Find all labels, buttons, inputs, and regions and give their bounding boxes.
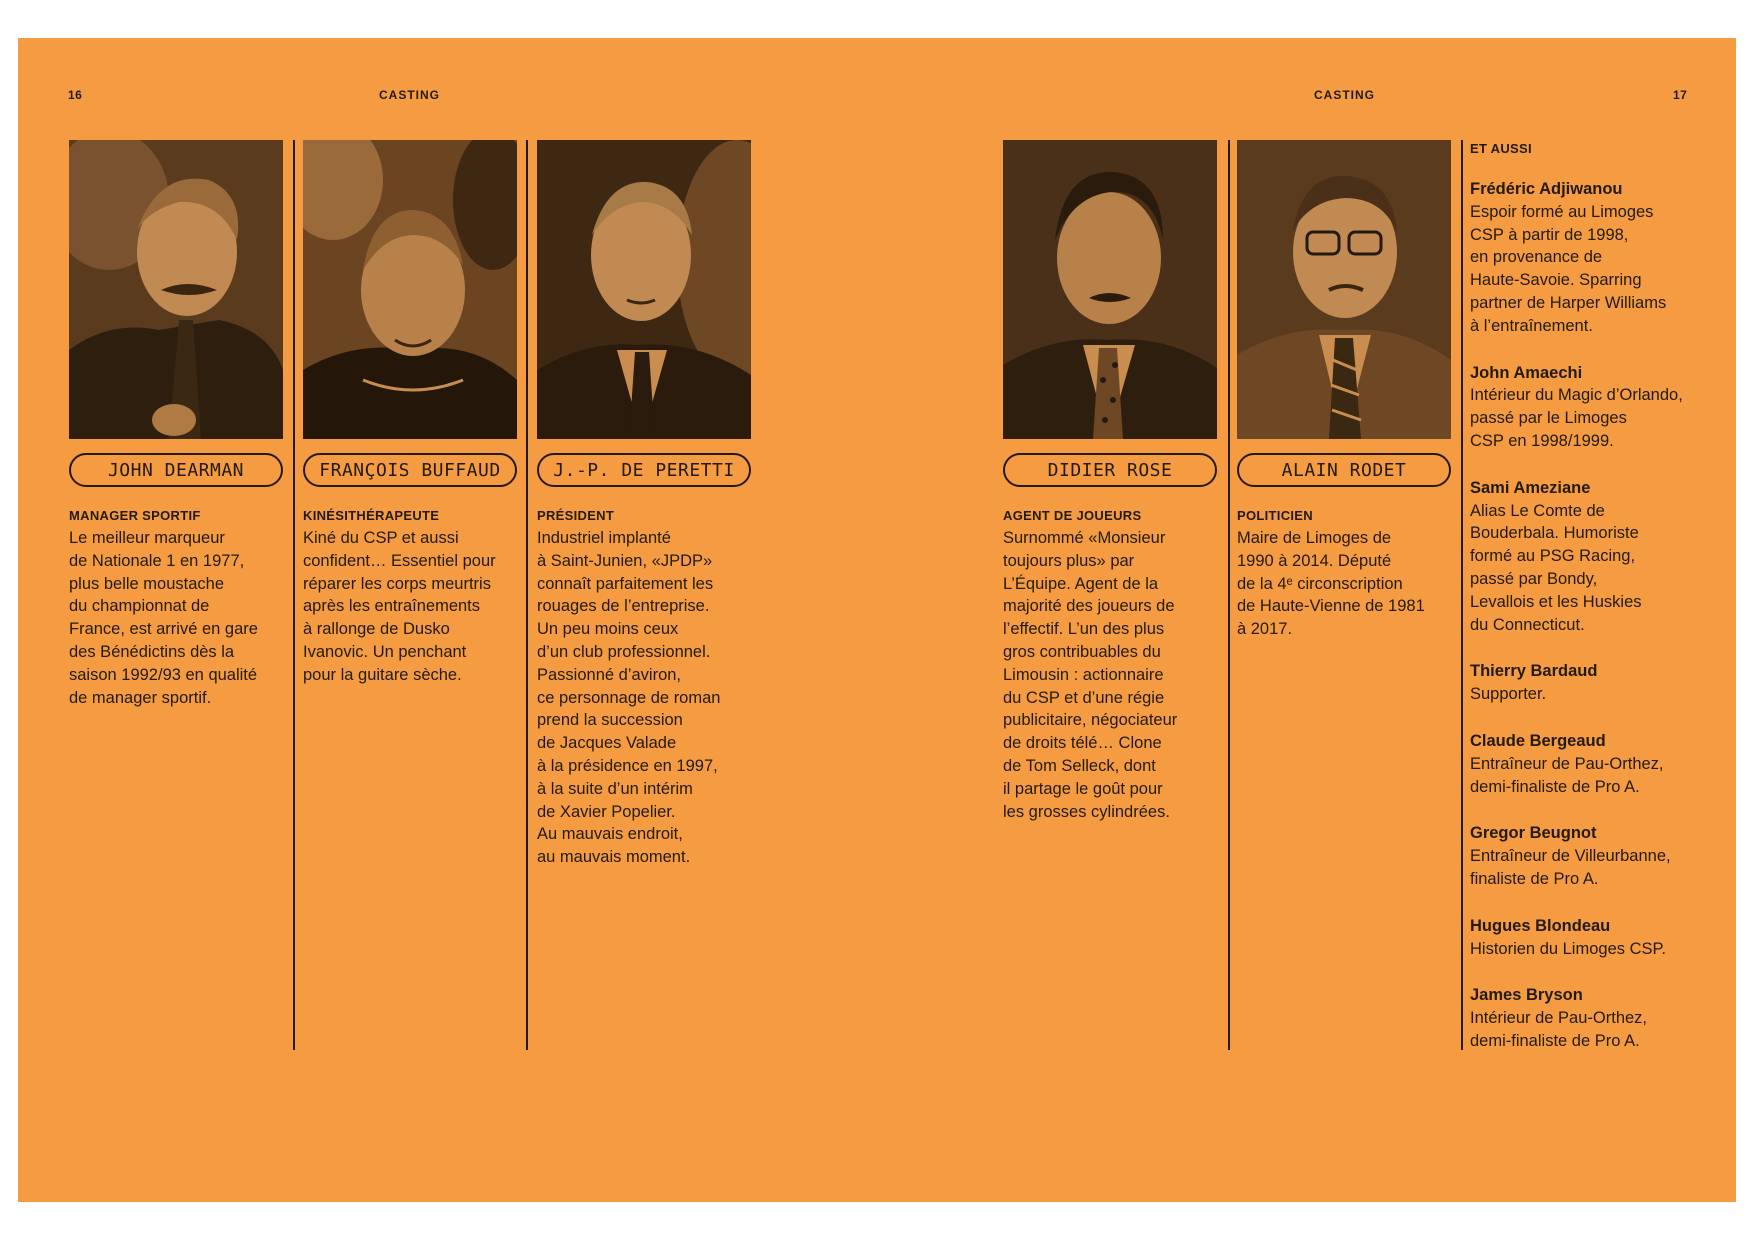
list-item [1470,660,1700,706]
desc-line: formé au PSG Racing, [1470,547,1636,566]
bio-line: à 2017. [1237,620,1293,639]
bio-line: du CSP et d’une régie [1003,688,1165,707]
bio-line: 1990 à 2014. Député [1237,551,1392,570]
bio-line: ce personnage de roman [537,688,721,707]
role-label: PRÉSIDENT [537,508,615,523]
bio-line: Un peu moins ceux [537,620,679,639]
bio-line: toujours plus» par [1003,551,1135,570]
bio-line: confident… Essentiel pour [303,551,496,570]
role-label: AGENT DE JOUEURS [1003,508,1142,523]
person-description [1470,683,1700,706]
profile-card-francois-buffaud [303,140,517,687]
person-description [1470,384,1700,452]
bio-line: publicitaire, négociateur [1003,711,1178,730]
bio-line: de Tom Selleck, dont [1003,756,1156,775]
bio-text [537,527,751,869]
bio-line: de la 4ᵉ circonscription [1237,574,1403,593]
desc-line: Historien du Limoges CSP. [1470,939,1666,958]
role-label: MANAGER SPORTIF [69,508,201,523]
bio-line: saison 1992/93 en qualité [69,665,258,684]
desc-line: partner de Harper Williams [1470,293,1667,312]
desc-line: Bouderbala. Humoriste [1470,524,1639,543]
bio-line: majorité des joueurs de [1003,597,1175,616]
bio-line: après les entraînements [303,597,481,616]
bio-line: de Nationale 1 en 1977, [69,551,245,570]
desc-line: Supporter. [1470,685,1547,704]
person-description [1470,201,1700,338]
bio-line: L’Équipe. Agent de la [1003,574,1159,593]
person-description [1470,938,1700,961]
bio-text [303,527,517,687]
bio-line: à Saint-Junien, «JPDP» [537,551,713,570]
desc-line: Intérieur de Pau-Orthez, [1470,1009,1648,1028]
person-description [1470,500,1700,637]
bio-line: plus belle moustache [69,574,225,593]
desc-line: Entraîneur de Villeurbanne, [1470,847,1671,866]
bio-line: du championnat de [69,597,210,616]
running-head-right: CASTING [1314,88,1375,102]
person-name: Thierry Bardaud [1470,662,1598,681]
profile-card-john-dearman [69,140,283,709]
role-label: POLITICIEN [1237,508,1313,523]
desc-line: finaliste de Pro A. [1470,869,1599,888]
person-name: Hugues Blondeau [1470,916,1611,935]
bio-line: Surnommé «Monsieur [1003,529,1166,547]
bio-line: connaît parfaitement les [537,574,714,593]
page-number-right: 17 [1673,88,1688,102]
person-name: Sami Ameziane [1470,478,1591,497]
name-badge: FRANÇOIS BUFFAUD [303,453,517,487]
profile-card-jp-de-peretti [537,140,751,869]
bio-line: Industriel implanté [537,529,671,547]
profile-card-didier-rose [1003,140,1217,823]
desc-line: CSP à partir de 1998, [1470,225,1629,244]
desc-line: à l’entraînement. [1470,316,1593,335]
et-aussi-column [1470,140,1700,1077]
bio-line: Le meilleur marqueur [69,529,225,547]
bio-line: gros contribuables du [1003,642,1161,661]
bio-line: réparer les corps meurtris [303,574,491,593]
desc-line: CSP en 1998/1999. [1470,431,1614,450]
bio-line: d’un club professionnel. [537,642,711,661]
list-item [1470,915,1700,961]
person-name: John Amaechi [1470,363,1583,382]
bio-line: pour la guitare sèche. [303,665,462,684]
column-divider [1228,140,1230,1050]
bio-line: l’effectif. L’un des plus [1003,620,1165,639]
bio-line: de manager sportif. [69,688,212,707]
desc-line: demi-finaliste de Pro A. [1470,1031,1640,1050]
bio-line: à rallonge de Dusko [303,620,450,639]
bio-line: de Jacques Valade [537,734,677,753]
list-item [1470,362,1700,453]
column-divider [1461,140,1463,1050]
bio-line: à la suite d’un intérim [537,779,693,798]
magazine-spread [18,38,1736,1202]
et-aussi-heading: ET AUSSI [1470,141,1532,156]
bio-line: de Xavier Popelier. [537,802,676,821]
running-head-left: CASTING [379,88,440,102]
desc-line: demi-finaliste de Pro A. [1470,777,1640,796]
profile-card-alain-rodet [1237,140,1451,641]
bio-line: Kiné du CSP et aussi [303,529,459,547]
portrait-photo-francois-buffaud [303,140,517,439]
desc-line: Levallois et les Huskies [1470,592,1642,611]
bio-line: France, est arrivé en gare [69,620,258,639]
list-item [1470,822,1700,890]
person-name: Frédéric Adjiwanou [1470,180,1623,198]
bio-line: rouages de l’entreprise. [537,597,710,616]
bio-line: des Bénédictins dès la [69,642,235,661]
desc-line: Entraîneur de Pau-Orthez, [1470,754,1664,773]
bio-line: Ivanovic. Un penchant [303,642,467,661]
desc-line: Espoir formé au Limoges [1470,202,1654,221]
desc-line: passé par le Limoges [1470,409,1627,428]
desc-line: du Connecticut. [1470,615,1585,634]
bio-line: Limousin : actionnaire [1003,665,1164,684]
person-description [1470,1007,1700,1053]
list-item [1470,730,1700,798]
column-divider [293,140,295,1050]
bio-line: de droits télé… Clone [1003,734,1162,753]
name-badge: DIDIER ROSE [1003,453,1217,487]
bio-line: au mauvais moment. [537,848,691,867]
bio-line: Passionné d’aviron, [537,665,682,684]
name-badge: JOHN DEARMAN [69,453,283,487]
bio-text [1003,527,1217,823]
bio-line: de Haute-Vienne de 1981 [1237,597,1425,616]
name-badge: ALAIN RODET [1237,453,1451,487]
desc-line: Intérieur du Magic d’Orlando, [1470,386,1683,405]
list-item [1470,477,1700,637]
desc-line: passé par Bondy, [1470,569,1598,588]
desc-line: Alias Le Comte de [1470,501,1605,520]
portrait-photo-didier-rose [1003,140,1217,439]
person-name: James Bryson [1470,986,1583,1005]
page-number-left: 16 [68,88,83,102]
column-divider [526,140,528,1050]
person-description [1470,845,1700,891]
name-badge: J.-P. DE PERETTI [537,453,751,487]
desc-line: Haute-Savoie. Sparring [1470,271,1642,290]
bio-line: Au mauvais endroit, [537,825,683,844]
person-name: Claude Bergeaud [1470,731,1606,750]
portrait-photo-jp-de-peretti [537,140,751,439]
bio-line: Maire de Limoges de [1237,529,1392,547]
list-item [1470,178,1700,338]
person-description [1470,753,1700,799]
bio-line: à la présidence en 1997, [537,756,718,775]
bio-line: les grosses cylindrées. [1003,802,1170,821]
bio-line: il partage le goût pour [1003,779,1163,798]
bio-line: prend la succession [537,711,683,730]
bio-text [69,527,283,709]
list-item [1470,984,1700,1052]
bio-text [1237,527,1451,641]
person-name: Gregor Beugnot [1470,824,1597,843]
portrait-photo-alain-rodet [1237,140,1451,439]
desc-line: en provenance de [1470,248,1603,267]
role-label: KINÉSITHÉRAPEUTE [303,508,440,523]
portrait-photo-john-dearman [69,140,283,439]
